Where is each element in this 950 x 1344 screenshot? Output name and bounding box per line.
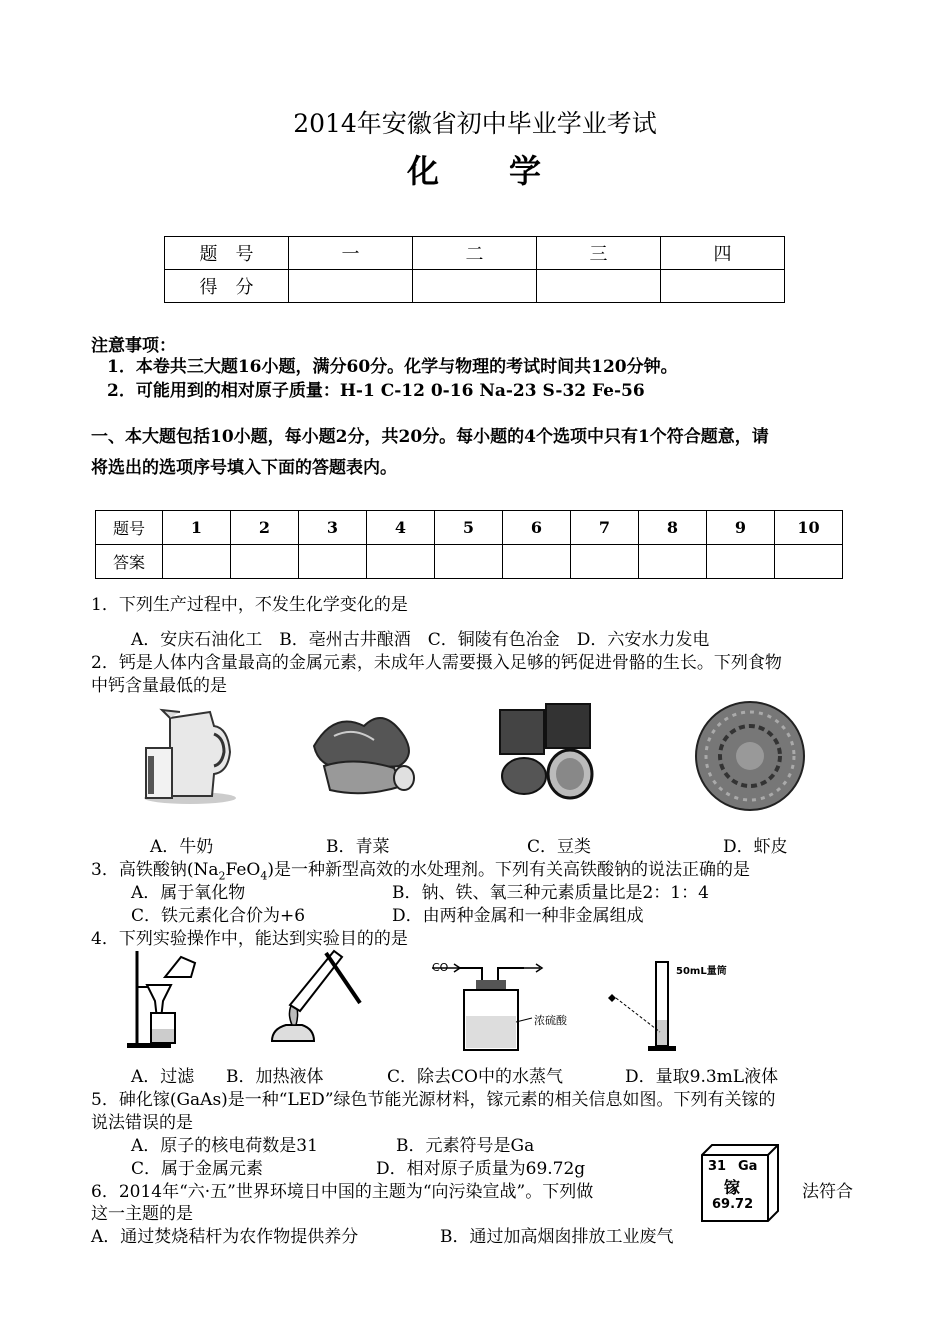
answer-table-header-label: 题号 — [96, 511, 163, 545]
answer-number: 6 — [503, 511, 571, 545]
gallium-element-card — [700, 1143, 780, 1223]
answer-cell[interactable] — [231, 545, 299, 579]
answer-number: 3 — [299, 511, 367, 545]
gas-washing-bottle-picture — [428, 958, 568, 1054]
heating-liquid-picture — [262, 945, 366, 1051]
cylinder-label: 50mL量筒 — [676, 966, 727, 977]
q2-stem-line2: 中钙含量最低的是 — [91, 676, 227, 696]
score-table-score-row — [165, 270, 785, 303]
q2-option-a: A．牛奶 — [150, 837, 214, 857]
answer-number: 8 — [639, 511, 707, 545]
q3-stem-text: )是一种新型高效的水处理剂。下列有关高铁酸钠的说法正确的是 — [267, 860, 750, 880]
shrimp-picture — [694, 700, 806, 812]
answer-table-answer-label: 答案 — [96, 545, 163, 579]
answer-number: 4 — [367, 511, 435, 545]
q5-option-d: D．相对原子质量为69.72g — [376, 1159, 586, 1179]
answer-number: 2 — [231, 511, 299, 545]
milk-picture — [140, 698, 240, 806]
score-header-part2: 二 — [413, 237, 537, 270]
answer-number: 9 — [707, 511, 775, 545]
q6-stem-line1: 6．2014年“六·五”世界环境日中国的主题为“向污染宣战”。下列做 — [91, 1182, 594, 1202]
q6-option-b: B．通过加高烟囱排放工业废气 — [440, 1227, 674, 1247]
measuring-cylinder-picture — [604, 960, 684, 1054]
element-symbol: Ga — [738, 1159, 758, 1174]
notes-item-1: 1．本卷共三大题16小题，满分60分。化学与物理的考试时间共120分钟。 — [107, 357, 678, 377]
score-header-part3: 三 — [537, 237, 661, 270]
answer-number: 1 — [163, 511, 231, 545]
q4-option-d: D．量取9.3mL液体 — [625, 1067, 779, 1087]
q6-stem-line1-end: 法符合 — [802, 1182, 853, 1202]
answer-cell[interactable] — [299, 545, 367, 579]
q2-stem-line1: 2．钙是人体内含量最高的金属元素，未成年人需要摄入足够的钙促进骨骼的生长。下列食物 — [91, 653, 782, 673]
q5-option-b: B．元素符号是Ga — [396, 1136, 535, 1156]
acid-label: 浓硫酸 — [534, 1014, 567, 1027]
answer-table — [95, 510, 843, 579]
filtration-apparatus-picture — [125, 947, 205, 1051]
q4-option-b: B．加热液体 — [226, 1067, 324, 1087]
score-header-label: 题 号 — [165, 237, 289, 270]
q5-option-a: A．原子的核电荷数是31 — [131, 1136, 318, 1156]
answer-cell[interactable] — [639, 545, 707, 579]
co-label: CO — [432, 961, 449, 974]
q3-subscript: 4 — [260, 869, 268, 883]
q5-option-c: C．属于金属元素 — [131, 1159, 264, 1179]
section1-instructions-line2: 将选出的选项序号填入下面的答题表内。 — [91, 458, 397, 478]
q2-option-d: D．虾皮 — [723, 837, 788, 857]
q1-stem: 1．下列生产过程中，不发生化学变化的是 — [91, 595, 408, 615]
answer-number: 5 — [435, 511, 503, 545]
q3-option-b: B．钠、铁、氧三种元素质量比是2：1：4 — [392, 883, 709, 903]
score-cell-part1[interactable] — [289, 270, 413, 303]
answer-cell[interactable] — [775, 545, 843, 579]
score-header-part1: 一 — [289, 237, 413, 270]
answer-number: 10 — [775, 511, 843, 545]
q6-option-a: A．通过焚烧秸杆为农作物提供养分 — [91, 1227, 359, 1247]
answer-cell[interactable] — [435, 545, 503, 579]
answer-cell[interactable] — [367, 545, 435, 579]
score-table — [164, 236, 785, 303]
q3-option-c: C．铁元素化合价为+6 — [131, 906, 306, 926]
answer-table-number-row — [96, 511, 843, 545]
element-chinese-name: 镓 — [724, 1178, 741, 1197]
q5-stem-line2: 说法错误的是 — [91, 1113, 193, 1133]
score-cell-part2[interactable] — [413, 270, 537, 303]
q3-stem-text: 3．高铁酸钠(Na — [91, 860, 219, 880]
q3-subscript: 2 — [218, 869, 226, 883]
greens-picture — [304, 706, 420, 802]
notes-heading: 注意事项： — [91, 336, 176, 356]
q3-option-a: A．属于氧化物 — [131, 883, 246, 903]
score-row-label: 得 分 — [165, 270, 289, 303]
answer-cell[interactable] — [163, 545, 231, 579]
q6-stem-line2: 这一主题的是 — [91, 1204, 193, 1224]
answer-cell[interactable] — [503, 545, 571, 579]
q2-option-b: B．青菜 — [326, 837, 390, 857]
score-cell-part4[interactable] — [661, 270, 785, 303]
q1-options: A．安庆石油化工 B．亳州古井酿酒 C．铜陵有色冶金 D．六安水力发电 — [131, 630, 710, 650]
exam-title: 2014年安徽省初中毕业学业考试 — [293, 109, 657, 138]
notes-item-2: 2．可能用到的相对原子质量：H-1 C-12 0-16 Na-23 S-32 Fe-56 — [107, 381, 645, 401]
answer-cell[interactable] — [707, 545, 775, 579]
beans-picture — [496, 700, 596, 804]
score-table-header-row — [165, 237, 785, 270]
q4-option-a: A．过滤 — [131, 1067, 195, 1087]
answer-table-answer-row — [96, 545, 843, 579]
q4-option-c: C．除去CO中的水蒸气 — [387, 1067, 563, 1087]
q5-stem-line1: 5．砷化镓(GaAs)是一种“LED”绿色节能光源材料，镓元素的相关信息如图。下列有关镓的 — [91, 1090, 776, 1110]
q2-option-c: C．豆类 — [527, 837, 592, 857]
q3-stem-text: FeO — [225, 860, 261, 880]
q4-stem: 4．下列实验操作中，能达到实验目的的是 — [91, 929, 408, 949]
score-header-part4: 四 — [661, 237, 785, 270]
score-cell-part3[interactable] — [537, 270, 661, 303]
answer-number: 7 — [571, 511, 639, 545]
section1-instructions-line1: 一、本大题包括10小题，每小题2分，共20分。每小题的4个选项中只有1个符合题意，请 — [91, 427, 769, 447]
element-atomic-mass: 69.72 — [712, 1197, 754, 1212]
element-atomic-number: 31 — [708, 1159, 727, 1174]
answer-cell[interactable] — [571, 545, 639, 579]
q3-option-d: D．由两种金属和一种非金属组成 — [392, 906, 644, 926]
subject-title: 化 学 — [406, 152, 543, 190]
